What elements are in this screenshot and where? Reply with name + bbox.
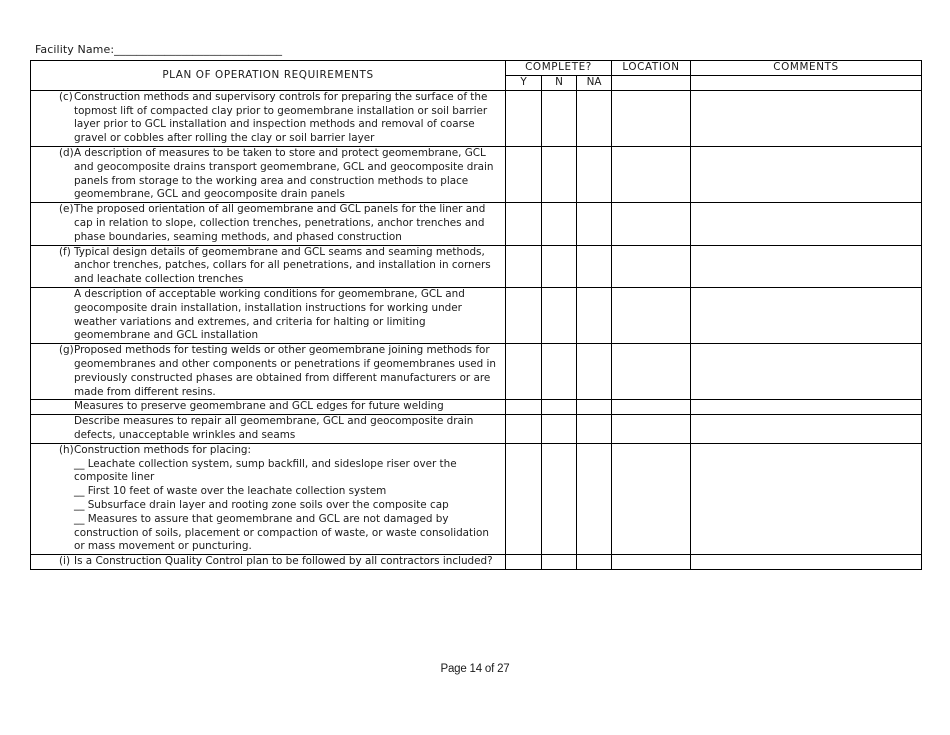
requirement-text: A description of measures to be taken to store and protect geomembrane, GCL and geocomposite drains transport geomembrane, GCL and geocomposite drain panels from storage to the working area and construction methods to place geomembrane, GCL and geocomposite drain panels [74,146,494,201]
location-cell[interactable] [612,203,691,245]
na-checkbox-cell[interactable] [577,443,612,554]
requirement-text: Measures to preserve geomembrane and GCL edges for future welding [74,400,444,413]
requirement-cell [31,400,506,415]
requirement-label: (d) [59,146,74,159]
yes-checkbox-cell[interactable] [506,344,542,400]
no-checkbox-cell[interactable] [542,245,577,287]
location-cell[interactable] [612,146,691,202]
comments-cell[interactable] [691,443,922,554]
yes-checkbox-cell[interactable] [506,400,542,415]
requirement-cell [31,203,506,245]
location-cell[interactable] [612,415,691,444]
comments-cell[interactable] [691,90,922,146]
requirement-text: The proposed orientation of all geomembrane and GCL panels for the liner and cap in relation to slope, collection trenches, penetrations, anchor trenches and phase boundaries, seaming methods, and phased construction [74,203,486,243]
location-cell[interactable] [612,400,691,415]
requirement-label: (e) [59,203,74,216]
table-row [31,415,922,444]
na-checkbox-cell[interactable] [577,146,612,202]
requirement-cell [31,555,506,570]
na-checkbox-cell[interactable] [577,287,612,343]
location-header: LOCATION [612,61,691,76]
no-header: N [542,76,577,91]
requirement-item [31,415,505,443]
requirement-text: Typical design details of geomembrane and GCL seams and seaming methods, anchor trenches, patches, collars for all penetrations, and installation in corners and leachate collection trenches [74,245,491,286]
page-number: Page 14 of 27 [440,663,510,675]
na-checkbox-cell[interactable] [577,344,612,400]
table-row [31,90,922,146]
requirement-label: (f) [59,245,71,258]
no-checkbox-cell[interactable] [542,203,577,245]
requirement-item [31,91,505,146]
no-checkbox-cell[interactable] [542,415,577,444]
location-cell[interactable] [612,245,691,287]
na-checkbox-cell[interactable] [577,245,612,287]
yes-checkbox-cell[interactable] [506,287,542,343]
requirement-text: Describe measures to repair all geomembrane, GCL and geocomposite drain defects, unacceptable wrinkles and seams [74,415,474,441]
requirement-text: Is a Construction Quality Control plan to be followed by all contractors included? [74,555,493,568]
no-checkbox-cell[interactable] [542,555,577,570]
location-subheader [612,76,691,91]
comments-cell[interactable] [691,146,922,202]
comments-cell[interactable] [691,555,922,570]
requirement-text: Construction methods for placing: __ Leachate collection system, sump backfill, and sideslope riser over the composite liner __ First 10 feet of waste over the leachate collection system __ Subsurface drain layer and rooting zone soils over the composite cap __ Measures to assure that geomembrane and GCL are not damaged by construction of soils, placement or compaction of waste, or waste consolidation or mass movement or puncturing. [74,443,489,553]
comments-cell[interactable] [691,415,922,444]
requirement-cell [31,287,506,343]
table-row [31,245,922,287]
location-cell[interactable] [612,90,691,146]
complete-header: COMPLETE? [506,61,612,76]
table-row [31,146,922,202]
table-row [31,555,922,570]
comments-header: COMMENTS [691,61,922,76]
requirement-cell [31,415,506,444]
table-row [31,400,922,415]
comments-cell[interactable] [691,203,922,245]
location-cell[interactable] [612,443,691,554]
requirement-item [31,444,505,554]
table-row [31,287,922,343]
requirement-text: Construction methods and supervisory controls for preparing the surface of the topmost lift of compacted clay prior to geomembrane installation or soil barrier layer prior to GCL installation and inspection methods and removal of coarse gravel or cobbles after rolling the clay or soil barrier layer [74,90,488,145]
requirement-text: A description of acceptable working conditions for geomembrane, GCL and geocomposite drain installation, installation instructions for working under weather variations and extremes, and criteria for halting or limiting geomembrane and GCL installation [74,287,465,342]
yes-checkbox-cell[interactable] [506,555,542,570]
requirement-cell [31,344,506,400]
no-checkbox-cell[interactable] [542,287,577,343]
table-row [31,344,922,400]
facility-name-field: Facility Name:______________________________ [35,43,283,56]
location-cell[interactable] [612,344,691,400]
comments-cell[interactable] [691,400,922,415]
comments-cell[interactable] [691,245,922,287]
no-checkbox-cell[interactable] [542,443,577,554]
table-row [31,203,922,245]
no-checkbox-cell[interactable] [542,344,577,400]
plan-of-operation-table [30,60,922,570]
requirement-item [31,288,505,343]
na-checkbox-cell[interactable] [577,90,612,146]
yes-checkbox-cell[interactable] [506,415,542,444]
location-cell[interactable] [612,287,691,343]
yes-checkbox-cell[interactable] [506,443,542,554]
requirement-item [31,246,505,287]
na-checkbox-cell[interactable] [577,203,612,245]
no-checkbox-cell[interactable] [542,90,577,146]
yes-checkbox-cell[interactable] [506,146,542,202]
requirement-text: Proposed methods for testing welds or other geomembrane joining methods for geomembranes and other components or penetrations if geomembranes used in previously constructed phases are obtained from different manufacturers or are made from different resins. [74,344,496,398]
requirement-item [31,203,505,244]
requirement-item [31,555,505,569]
comments-subheader [691,76,922,91]
requirement-label: (h) [59,443,74,456]
na-checkbox-cell[interactable] [577,415,612,444]
requirement-label: (g) [59,344,74,357]
requirements-header: PLAN OF OPERATION REQUIREMENTS [31,61,506,91]
requirement-item [31,344,505,399]
na-header: NA [577,76,612,91]
requirement-item [31,400,505,414]
location-cell[interactable] [612,555,691,570]
requirement-cell [31,146,506,202]
comments-cell[interactable] [691,344,922,400]
na-checkbox-cell[interactable] [577,400,612,415]
yes-checkbox-cell[interactable] [506,90,542,146]
yes-checkbox-cell[interactable] [506,203,542,245]
yes-checkbox-cell[interactable] [506,245,542,287]
na-checkbox-cell[interactable] [577,555,612,570]
requirement-item [31,147,505,202]
comments-cell[interactable] [691,287,922,343]
requirement-label: (c) [59,90,73,103]
requirement-label: (i) [59,555,70,568]
requirement-cell [31,90,506,146]
no-checkbox-cell[interactable] [542,400,577,415]
requirement-cell [31,443,506,554]
table-row [31,443,922,554]
yes-header: Y [506,76,542,91]
requirement-cell [31,245,506,287]
no-checkbox-cell[interactable] [542,146,577,202]
